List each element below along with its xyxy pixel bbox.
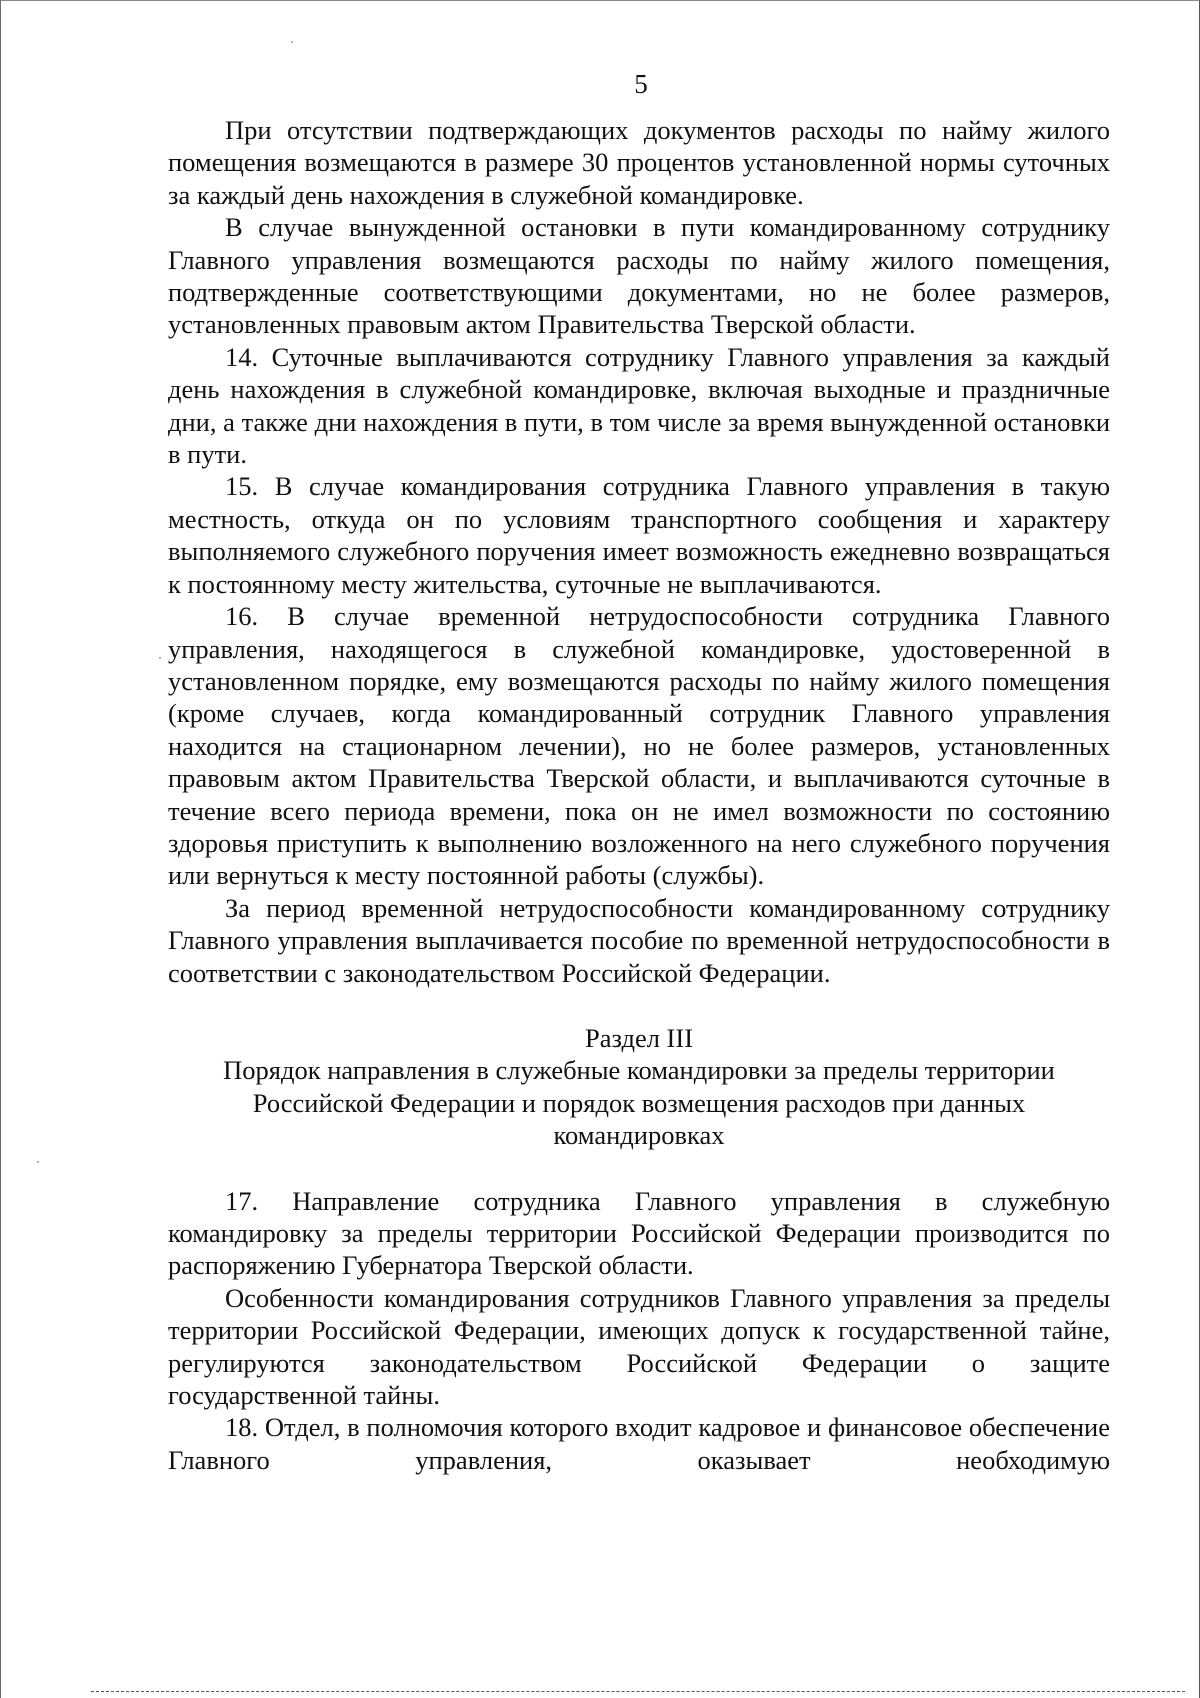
section-title: Порядок направления в служебные командировки за пределы территории Российской Федерации и порядок возмещения расходов при данных командировках	[223, 1055, 1055, 1151]
scan-speck	[291, 41, 293, 43]
paragraph-item-14: 14. Суточные выплачиваются сотруднику Главного управления за каждый день нахождения в служебной командировке, включая выходные и праздничные дни, а также дни нахождения в пути, в том числе за время вынужденной остановки в пути.	[168, 341, 1110, 470]
paragraph-item-18: 18. Отдел, в полномочия которого входит кадровое и финансовое обеспечение Главного управления, оказывает необходимую	[168, 1412, 1110, 1475]
document-body	[168, 114, 1110, 1476]
section-label: Раздел III	[584, 1022, 694, 1053]
paragraph-forced-stop: В случае вынужденной остановки в пути командированному сотруднику Главного управления возмещаются расходы по найму жилого помещения, подтвержденные соответствующими документами, но не более размеров, установленных правовым актом Правительства Тверской области.	[168, 212, 1110, 340]
section-heading	[168, 1022, 1110, 1152]
scan-speck	[37, 1161, 39, 1163]
page-number: 5	[634, 69, 648, 99]
paragraph-item-17: 17. Направление сотрудника Главного управления в служебную командировку за пределы территории Российской Федерации производится по распоряжению Губернатора Тверской области.	[168, 1185, 1110, 1281]
paragraph-disability-benefit: За период временной нетрудоспособности командированному сотруднику Главного управления выплачивается пособие по временной нетрудоспособности в соответствии с законодательством Российской Федерации.	[168, 892, 1110, 988]
scan-edge	[91, 1690, 1185, 1692]
paragraph-state-secret: Особенности командирования сотрудников Главного управления за пределы территории Российской Федерации, имеющих допуск к государственной тайне, регулируются законодательством Российской Федерации о защите государственной тайны.	[168, 1282, 1110, 1411]
scan-speck	[159, 657, 161, 659]
paragraph-item-16: 16. В случае временной нетрудоспособности сотрудника Главного управления, находящегося в служебной командировке, удостоверенной в установленном порядке, ему возмещаются расходы по найму жилого помещения (кроме случаев, когда командированный сотрудник Главного управления находится на стационарном лечении), но не более размеров, установленных правовым актом Правительства Тверской области, и выплачиваются суточные в течение всего периода времени, пока он не имел возможности по состоянию здоровья приступить к выполнению возложенного на него служебного поручения или вернуться к месту постоянной работы (службы).	[168, 601, 1110, 891]
paragraph-no-documents: При отсутствии подтверждающих документов расходы по найму жилого помещения возмещаются в размере 30 процентов установленной нормы суточных за каждый день нахождения в служебной командировке.	[168, 115, 1110, 210]
paragraph-item-15: 15. В случае командирования сотрудника Главного управления в такую местность, откуда он по условиям транспортного сообщения и характеру выполняемого служебного поручения имеет возможность ежедневно возвращаться к постоянному месту жительства, суточные не выплачиваются.	[168, 471, 1110, 599]
